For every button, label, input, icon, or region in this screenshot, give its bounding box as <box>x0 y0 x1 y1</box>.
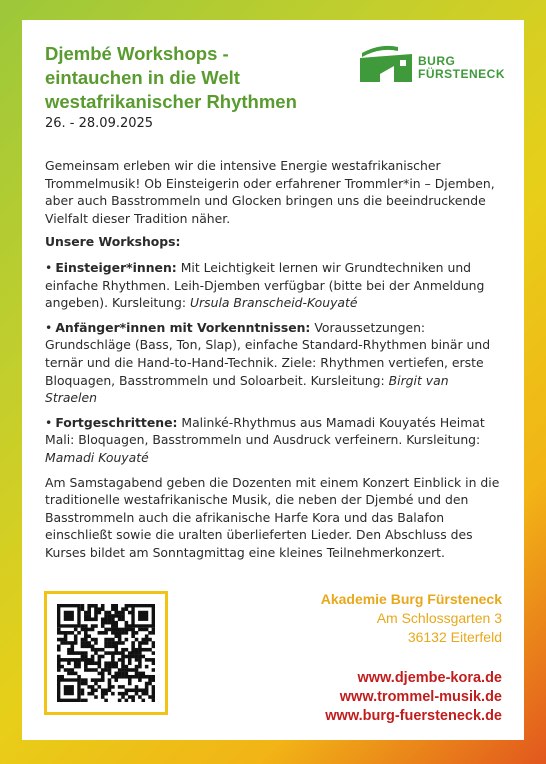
page-title <box>45 42 345 114</box>
address-block <box>321 590 502 647</box>
bullet-icon: • <box>45 414 53 430</box>
address-city: 36132 Eiterfeld <box>407 629 502 645</box>
workshop-text: Malinké-Rhythmus aus Mamadi Kouyatés Heimat Mali: Bloquagen, Basstrommeln und Ausdruck verfeinern. Kursleitung: <box>45 414 485 448</box>
event-date: 26. - 28.09.2025 <box>45 116 154 131</box>
list-item <box>45 319 503 407</box>
workshop-text: Voraussetzungen: Grundschläge (Bass, Ton, Slap), einfache Standard-Rhythmen binär und ternär und die Hand-to-Hand-Technik. Ziele: Rhythmen vertiefen, erste Bloquagen, Basstrommeln und Soloarbeit. Kursleitung: <box>45 319 491 388</box>
list-item <box>45 414 503 467</box>
link-djembe-kora[interactable]: www.djembe-kora.de <box>357 670 502 686</box>
workshop-teacher: Ursula Branscheid-Kouyaté <box>189 295 358 311</box>
castle-logo-icon <box>356 40 416 86</box>
title-line-3: westafrikanischer Rhythmen <box>45 91 297 112</box>
closing-paragraph: Am Samstagabend geben die Dozenten mit einem Konzert Einblick in die traditionelle westafrikanische Musik, die neben der Djembé und den Basstrommeln auch die afrikanische Harfe Kora und das Balafon einschließt sowie die uralten überlieferten Lieder. Den Abschluss des Kurses bildet am Sonntagmittag eine kleines Teilnehmerkonzert. <box>45 474 500 560</box>
flyer-card <box>22 20 524 740</box>
link-trommel-musik[interactable]: www.trommel-musik.de <box>339 689 502 705</box>
qr-code-icon <box>57 604 155 702</box>
title-line-1: Djembé Workshops - <box>45 43 229 64</box>
workshops-heading: Unsere Workshops: <box>45 234 181 250</box>
workshop-label: Einsteiger*innen: <box>55 259 177 275</box>
website-links <box>325 669 502 726</box>
workshop-list <box>45 259 503 467</box>
title-line-2: eintauchen in die Welt <box>45 67 240 88</box>
list-item <box>45 259 503 312</box>
logo-wordmark: BURG FÜRSTENECK <box>418 54 506 81</box>
bullet-icon: • <box>45 259 53 275</box>
body-text <box>45 157 503 567</box>
qr-code[interactable] <box>44 591 168 715</box>
workshop-teacher: Birgit van Straelen <box>45 372 449 406</box>
workshop-label: Fortgeschrittene: <box>55 414 178 430</box>
address-street: Am Schlossgarten 3 <box>376 610 502 626</box>
link-burg-fuersteneck[interactable]: www.burg-fuersteneck.de <box>325 708 502 724</box>
bullet-icon: • <box>45 319 53 335</box>
workshop-label: Anfänger*innen mit Vorkenntnissen: <box>55 319 311 335</box>
workshop-teacher: Mamadi Kouyaté <box>45 449 149 465</box>
burg-fuersteneck-logo <box>356 40 506 86</box>
intro-paragraph: Gemeinsam erleben wir die intensive Energie westafrikanischer Trommelmusik! Ob Einsteigerin oder erfahrener Trommler*in – Djemben, aber auch Basstrommeln und Glocken bringen uns die beeindruckende Vielfalt dieser Tradition näher. <box>45 158 495 226</box>
workshop-text: Mit Leichtigkeit lernen wir Grundtechniken und einfache Rhythmen. Leih-Djemben verfügbar (bitte bei der Anmeldung angeben). Kursleitung: <box>45 259 485 311</box>
address-org: Akademie Burg Fürsteneck <box>320 591 502 607</box>
